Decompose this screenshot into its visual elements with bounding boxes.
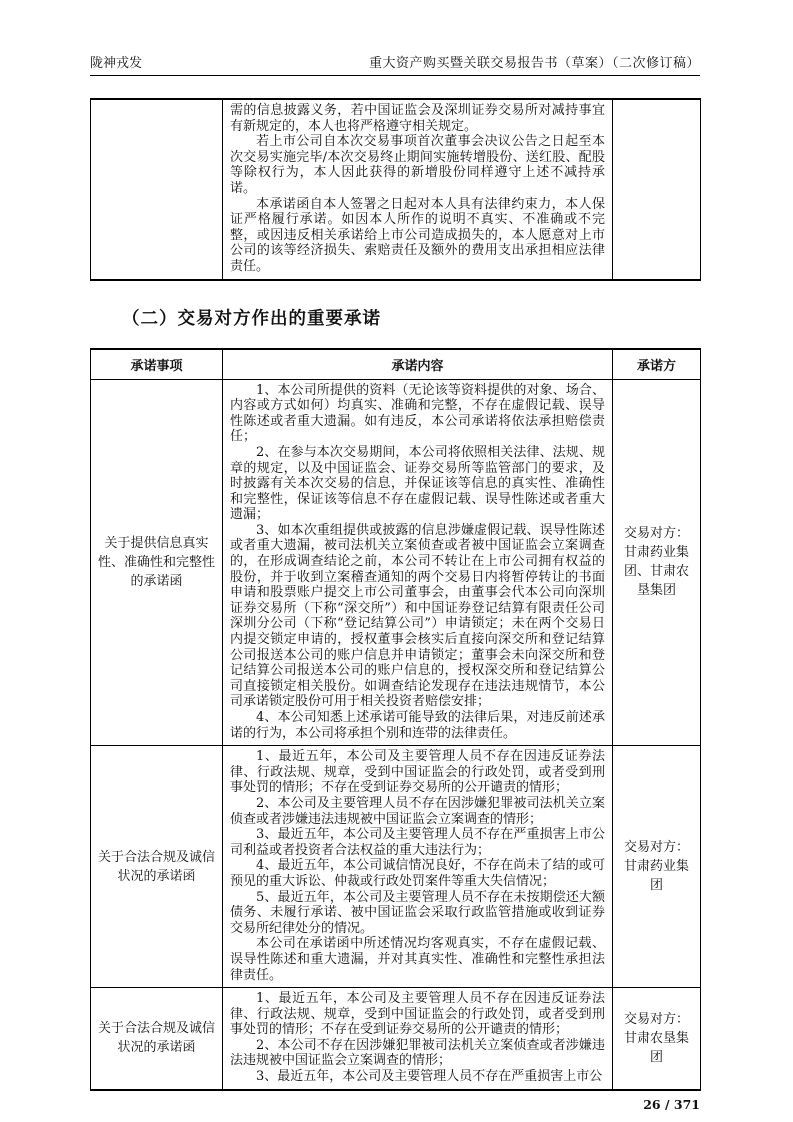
page-content xyxy=(90,0,700,1112)
paragraph: 3、如本次重组提供或披露的信息涉嫌虚假记载、误导性陈述或者重大遗漏，被司法机关立案侦查或者被中国证监会立案调查的，在形成调查结论之前，本公司不转让在上市公司拥有权益的股份，并于收到立案稽查通知的两个交易日内将暂停转让的书面申请和股票账户提交上市公司董事会，由董事会代本公司向深圳证券交易所（下称“深交所”）和中国证券登记结算有限责任公司深圳分公司（下称“登记结算公司”）申请锁定；未在两个交易日内提交锁定申请的，授权董事会核实后直接向深交所和登记结算公司报送本公司的账户信息并申请锁定；董事会未向深交所和登记结算公司报送本公司的账户信息的，授权深交所和登记结算公司直接锁定相关股份。如调查结论发现存在违法违规情节，本公司承诺锁定股份可用于相关投资者赔偿安排； xyxy=(230,522,605,710)
commitment-content-cell xyxy=(223,988,613,1090)
table-row xyxy=(91,379,701,746)
commitment-party-cell: 交易对方：甘肃药业集团 xyxy=(613,746,701,988)
running-header xyxy=(90,0,700,76)
commitment-item-cell-empty xyxy=(91,99,223,280)
column-header-party: 承诺方 xyxy=(613,349,701,380)
commitment-party-cell-empty xyxy=(613,99,701,280)
column-header-content: 承诺内容 xyxy=(223,349,613,380)
paragraph: 1、最近五年，本公司及主要管理人员不存在因违反证券法律、行政法规、规章，受到中国证监会的行政处罚，或者受到刑事处罚的情形；不存在受到证券交易所的公开谴责的情形； xyxy=(230,991,605,1038)
table-row xyxy=(91,746,701,988)
paragraph: 本公司在承诺函中所述情况均客观真实，不存在虚假记载、误导性陈述和重大遗漏，并对其真实性、准确性和完整性承担法律责任。 xyxy=(230,936,605,983)
commitment-party-cell: 交易对方：甘肃农垦集团 xyxy=(613,988,701,1090)
commitment-item-cell: 关于提供信息真实性、准确性和完整性的承诺函 xyxy=(91,379,223,746)
paragraph: 若上市公司自本次交易事项首次董事会决议公告之日起至本次交易实施完毕/本次交易终止期间实施转增股份、送红股、配股等除权行为，本人因此获得的新增股份同样遵守上述不减持承诺。 xyxy=(230,134,605,196)
header-company-name: 陇神戎发 xyxy=(90,56,143,71)
commitment-content-cell xyxy=(223,746,613,988)
commitment-item-cell: 关于合法合规及诚信状况的承诺函 xyxy=(91,746,223,988)
continuation-table xyxy=(90,98,701,281)
commitment-item-cell: 关于合法合规及诚信状况的承诺函 xyxy=(91,988,223,1090)
paragraph: 5、最近五年，本公司及主要管理人员不存在未按期偿还大额债务、未履行承诺、被中国证监会采取行政监管措施或收到证券交易所纪律处分的情况。 xyxy=(230,889,605,936)
paragraph: 3、最近五年，本公司及主要管理人员不存在严重损害上市公司利益或者投资者合法权益的重大违法行为； xyxy=(230,827,605,858)
paragraph: 1、本公司所提供的资料（无论该等资料提供的对象、场合、内容或方式如何）均真实、准确和完整，不存在虚假记载、误导性陈述或者重大遗漏。如有违反，本公司承诺将依法承担赔偿责任； xyxy=(230,382,605,445)
paragraph: 4、最近五年，本公司诚信情况良好，不存在尚未了结的或可预见的重大诉讼、仲裁或行政处罚案件等重大失信情况； xyxy=(230,858,605,889)
page-number: 26 / 371 xyxy=(643,1096,700,1112)
table-header-row xyxy=(91,349,701,380)
section-heading: （二）交易对方作出的重要承诺 xyxy=(122,308,381,329)
paragraph: 2、在参与本次交易期间，本公司将依照相关法律、法规、规章的规定，以及中国证监会、证券交易所等监管部门的要求，及时披露有关本次交易的信息，并保证该等信息的真实性、准确性和完整性，保证该等信息不存在虚假记载、误导性陈述或者重大遗漏； xyxy=(230,444,605,523)
paragraph: 本承诺函自本人签署之日起对本人具有法律约束力，本人保证严格履行承诺。如因本人所作的说明不真实、不准确或不完整，或因违反相关承诺给上市公司造成损失的，本人愿意对上市公司的该等经济损失、索赔责任及额外的费用支出承担相应法律责任。 xyxy=(230,196,605,274)
paragraph: 1、最近五年，本公司及主要管理人员不存在因违反证券法律、行政法规、规章，受到中国证监会的行政处罚，或者受到刑事处罚的情形；不存在受到证券交易所的公开谴责的情形； xyxy=(230,749,605,796)
table-row xyxy=(91,988,701,1090)
header-document-title: 重大资产购买暨关联交易报告书（草案）（二次修订稿） xyxy=(368,56,700,71)
column-header-item: 承诺事项 xyxy=(91,349,223,380)
paragraph: 2、本公司及主要管理人员不存在因涉嫌犯罪被司法机关立案侦查或者涉嫌违法违规被中国证监会立案调查的情形； xyxy=(230,795,605,827)
paragraph: 2、本公司不存在因涉嫌犯罪被司法机关立案侦查或者涉嫌违法违规被中国证监会立案调查的情形； xyxy=(230,1037,605,1069)
commitment-party-cell: 交易对方：甘肃药业集团、甘肃农垦集团 xyxy=(613,379,701,746)
commitment-content-cell xyxy=(223,379,613,746)
paragraph: 3、最近五年，本公司及主要管理人员不存在严重损害上市公 xyxy=(256,1069,603,1085)
commitment-content-cell xyxy=(223,99,613,280)
paragraph: 4、本公司知悉上述承诺可能导致的法律后果，对违反前述承诺的行为，本公司将承担个别和连带的法律责任。 xyxy=(230,710,605,741)
commitment-table xyxy=(90,348,701,1091)
table-row xyxy=(91,99,701,280)
paragraph: 需的信息披露义务，若中国证监会及深圳证券交易所对减持事宜有新规定的，本人也将严格遵守相关规定。 xyxy=(230,103,605,134)
